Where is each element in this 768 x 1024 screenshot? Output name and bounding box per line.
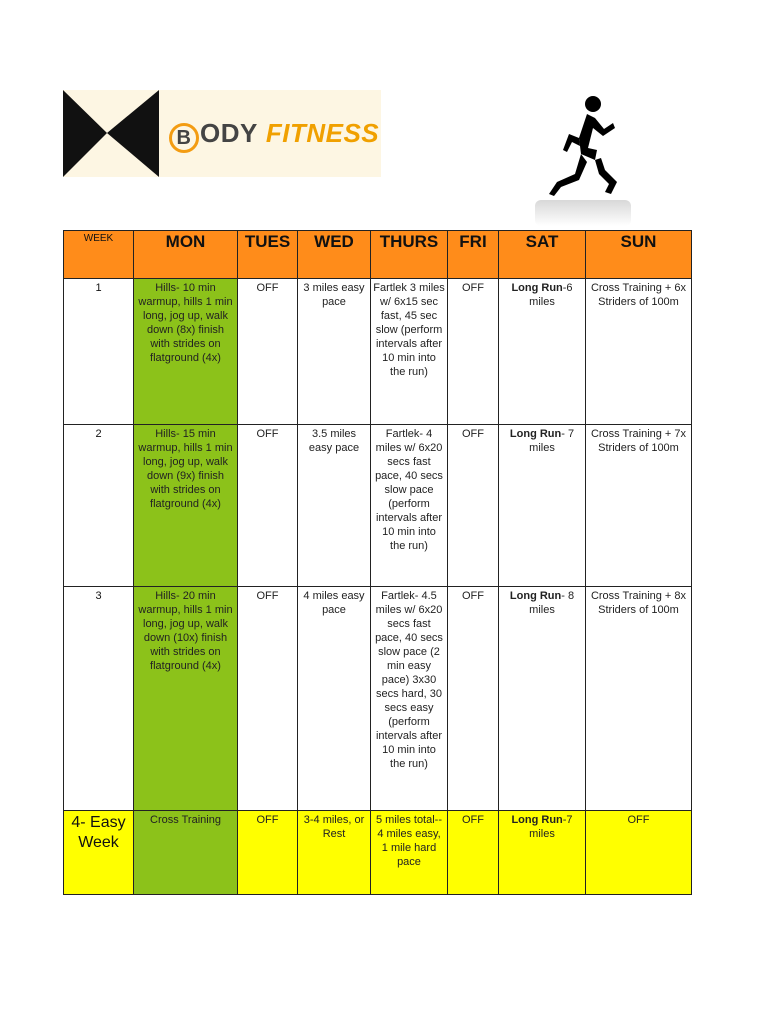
table-row	[64, 425, 692, 587]
thurs-cell: 5 miles total-- 4 miles easy, 1 mile hard pace	[371, 811, 448, 895]
wed-cell: 4 miles easy pace	[298, 587, 371, 811]
long-run-distance: -6 miles	[529, 282, 573, 308]
table-header-row	[64, 231, 692, 279]
sun-cell: Cross Training + 6x Striders of 100m	[586, 279, 692, 425]
fri-cell: OFF	[448, 425, 499, 587]
sun-cell: Cross Training + 8x Striders of 100m	[586, 587, 692, 811]
wed-cell: 3-4 miles, or Rest	[298, 811, 371, 895]
thurs-cell: Fartlek- 4 miles w/ 6x20 secs fast pace, 40 secs slow pace (perform intervals after 10 min into the run)	[371, 425, 448, 587]
thurs-cell: Fartlek- 4.5 miles w/ 6x20 secs fast pace, 40 secs slow pace (2 min easy pace) 3x30 secs hard, 30 secs easy (perform intervals after 10 min into the run)	[371, 587, 448, 811]
long-run-label: Long Run	[511, 282, 563, 294]
tues-cell: OFF	[238, 811, 298, 895]
tues-cell: OFF	[238, 425, 298, 587]
brand-initial: B	[169, 123, 199, 153]
sat-cell	[499, 425, 586, 587]
long-run-distance: -7 miles	[529, 814, 573, 840]
mon-cell: Hills- 20 min warmup, hills 1 min long, jog up, walk down (10x) finish with strides on flatground (4x)	[134, 587, 238, 811]
brand-fitness: FITNESS	[265, 118, 380, 148]
header-mon: MON	[134, 231, 238, 279]
long-run-label: Long Run	[509, 428, 562, 440]
week-number: 4- Easy Week	[64, 811, 134, 895]
mon-cell: Cross Training	[134, 811, 238, 895]
header-wed: WED	[298, 231, 371, 279]
brand-name	[169, 118, 379, 153]
tues-cell: OFF	[238, 279, 298, 425]
week-number: 3	[64, 587, 134, 811]
tues-cell: OFF	[238, 587, 298, 811]
header-sat: SAT	[499, 231, 586, 279]
sun-cell: OFF	[586, 811, 692, 895]
table-row	[64, 811, 692, 895]
week-number: 1	[64, 279, 134, 425]
wed-cell: 3 miles easy pace	[298, 279, 371, 425]
sat-cell	[499, 279, 586, 425]
header-thurs: THURS	[371, 231, 448, 279]
long-run-distance: - 8 miles	[529, 590, 575, 616]
fri-cell: OFF	[448, 279, 499, 425]
runner-icon	[535, 90, 631, 226]
header-fri: FRI	[448, 231, 499, 279]
header-week: WEEK	[64, 231, 134, 279]
header-tues: TUES	[238, 231, 298, 279]
header-sun: SUN	[586, 231, 692, 279]
brand-body: ODY	[200, 118, 258, 148]
long-run-label: Long Run	[511, 814, 563, 826]
long-run-label: Long Run	[509, 590, 562, 602]
table-row	[64, 587, 692, 811]
week-number: 2	[64, 425, 134, 587]
wed-cell: 3.5 miles easy pace	[298, 425, 371, 587]
sat-cell	[499, 587, 586, 811]
training-plan-table	[63, 230, 692, 895]
fri-cell: OFF	[448, 811, 499, 895]
body-fitness-logo	[63, 90, 381, 177]
thurs-cell: Fartlek 3 miles w/ 6x15 sec fast, 45 sec slow (perform intervals after 10 min into the run)	[371, 279, 448, 425]
fri-cell: OFF	[448, 587, 499, 811]
sun-cell: Cross Training + 7x Striders of 100m	[586, 425, 692, 587]
long-run-distance: - 7 miles	[529, 428, 575, 454]
table-row	[64, 279, 692, 425]
logo-mark-icon	[63, 90, 163, 177]
mon-cell: Hills- 15 min warmup, hills 1 min long, jog up, walk down (9x) finish with strides on flatground (4x)	[134, 425, 238, 587]
mon-cell: Hills- 10 min warmup, hills 1 min long, jog up, walk down (8x) finish with strides on flatground (4x)	[134, 279, 238, 425]
sat-cell	[499, 811, 586, 895]
